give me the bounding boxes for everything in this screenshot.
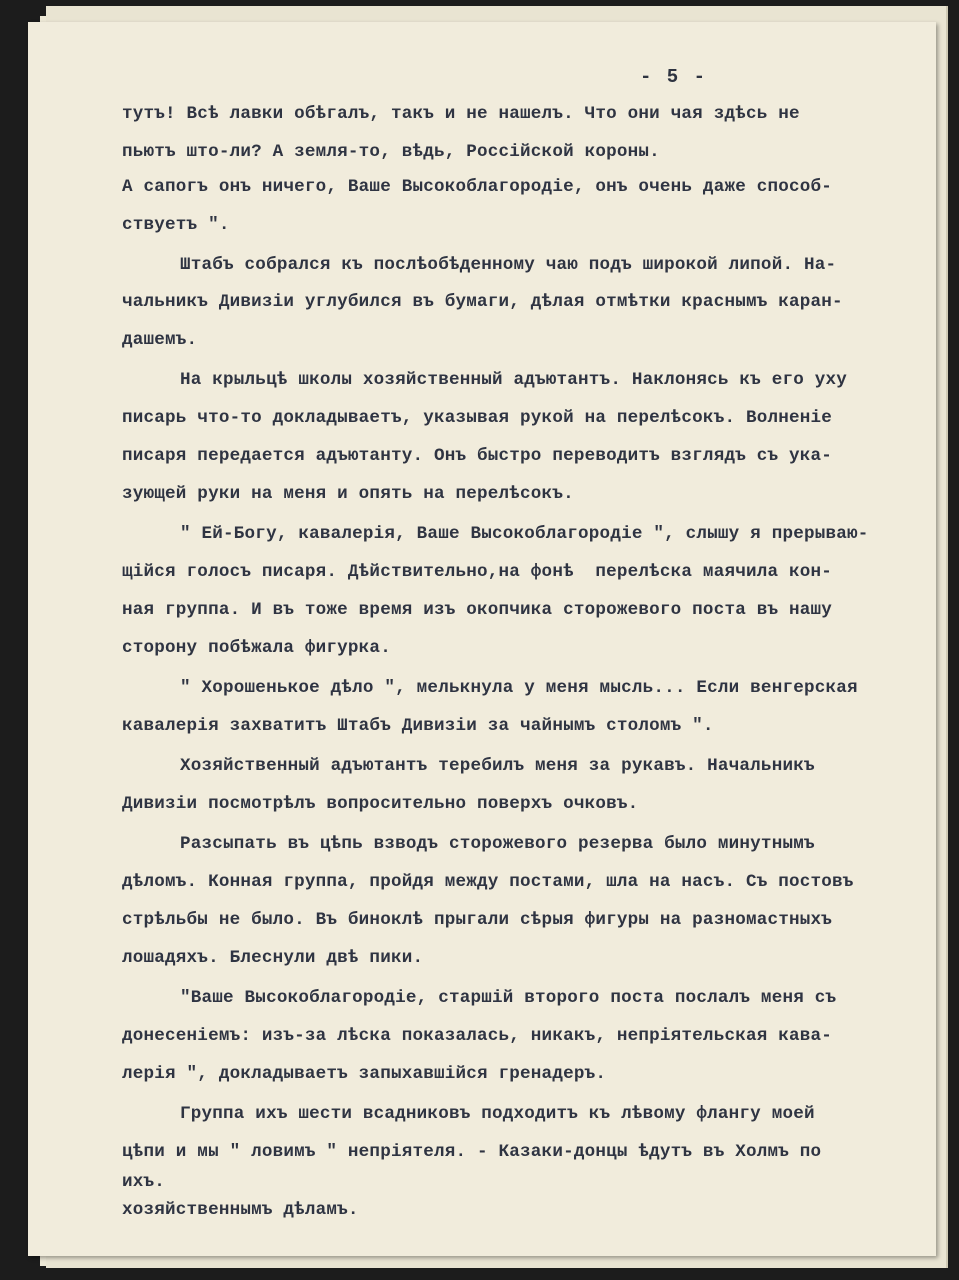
text-line: пьютъ што-ли? А земля-то, вѣдь, Россійской короны. [122, 142, 660, 162]
page-number: - 5 - [640, 66, 708, 88]
text-line: писарь что-то докладываетъ, указывая рукой на перелѣсокъ. Волненіе [122, 408, 833, 428]
text-line: " Ей-Богу, кавалерія, Ваше Высокоблагородіе ", слышу я прерываю- [180, 524, 869, 544]
text-line: ихъ. [122, 1172, 166, 1192]
text-line: ная группа. И въ тоже время изъ окопчика сторожевого поста въ нашу [122, 600, 833, 620]
text-line: дашемъ. [122, 330, 198, 350]
text-line: Штабъ собрался къ послѣобѣденному чаю подъ широкой липой. На- [180, 255, 837, 275]
text-line: стрѣльбы не было. Въ биноклѣ прыгали сѣрыя фигуры на разномастныхъ [122, 910, 833, 930]
text-line: лошадяхъ. Блеснули двѣ пики. [122, 948, 424, 968]
text-line: тутъ! Всѣ лавки обѣгалъ, такъ и не нашелъ. Что они чая здѣсь не [122, 104, 800, 124]
text-line: ствуетъ ". [122, 215, 230, 235]
text-line: цѣпи и мы " ловимъ " непріятеля. - Казаки-донцы ѣдутъ въ Холмъ по [122, 1142, 822, 1162]
text-line: писаря передается адъютанту. Онъ быстро переводитъ взглядъ съ ука- [122, 446, 833, 466]
text-line: хозяйственнымъ дѣламъ. [122, 1200, 359, 1220]
text-line: сторону побѣжала фигурка. [122, 638, 391, 658]
text-line: лерія ", докладываетъ запыхавшійся гренадеръ. [122, 1064, 607, 1084]
text-line: Хозяйственный адъютантъ теребилъ меня за рукавъ. Начальникъ [180, 756, 815, 776]
text-line: Дивизіи посмотрѣлъ вопросительно поверхъ очковъ. [122, 794, 639, 814]
text-line: На крыльцѣ школы хозяйственный адъютантъ. Наклонясь къ его уху [180, 370, 847, 390]
document-page [28, 22, 936, 1256]
text-line: кавалерія захватитъ Штабъ Дивизіи за чайнымъ столомъ ". [122, 716, 714, 736]
text-line: " Хорошенькое дѣло ", мелькнула у меня мысль... Если венгерская [180, 678, 858, 698]
text-line: дѣломъ. Конная группа, пройдя между постами, шла на насъ. Съ постовъ [122, 872, 854, 892]
text-line: чальникъ Дивизіи углубился въ бумаги, дѣлая отмѣтки краснымъ каран- [122, 292, 843, 312]
text-line: зующей руки на меня и опять на перелѣсокъ. [122, 484, 574, 504]
text-line: щійся голосъ писаря. Дѣйствительно,на фонѣ перелѣска маячила кон- [122, 562, 833, 582]
text-line: А сапогъ онъ ничего, Ваше Высокоблагородіе, онъ очень даже способ- [122, 177, 833, 197]
text-line: "Ваше Высокоблагородіе, старшій второго поста послалъ меня съ [180, 988, 837, 1008]
text-line: донесеніемъ: изъ-за лѣска показалась, никакъ, непріятельская кава- [122, 1026, 833, 1046]
text-line: Разсыпать въ цѣпь взводъ сторожевого резерва было минутнымъ [180, 834, 815, 854]
text-line: Группа ихъ шести всадниковъ подходитъ къ лѣвому флангу моей [180, 1104, 815, 1124]
